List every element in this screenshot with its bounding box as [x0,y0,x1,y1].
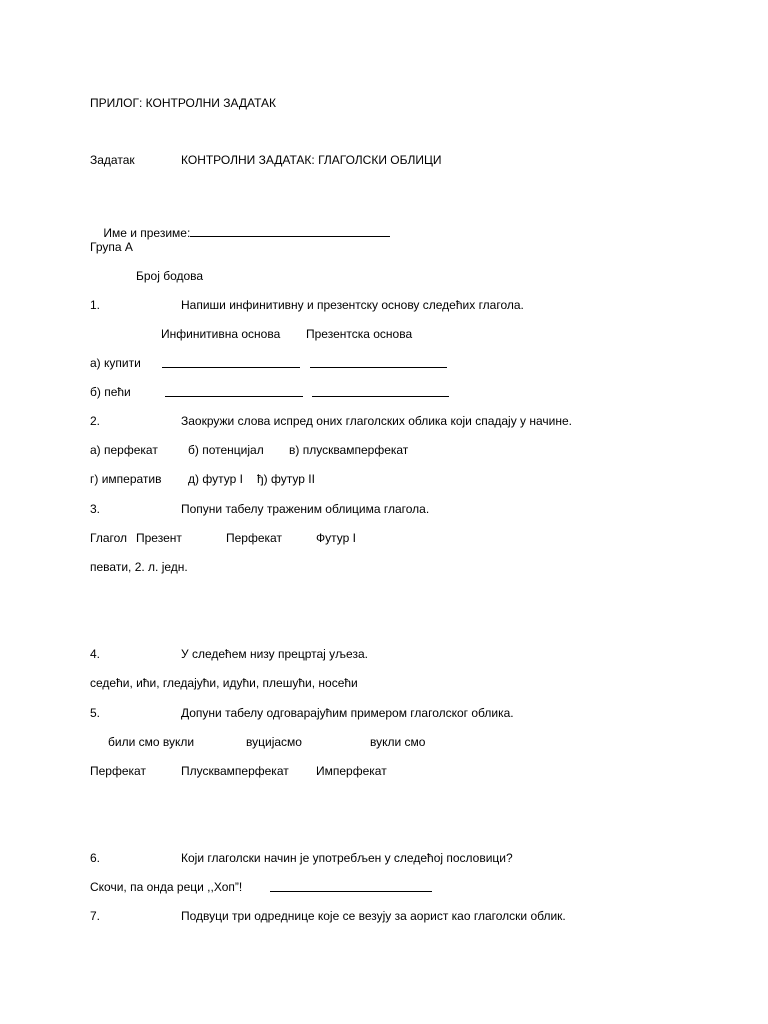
name-blank-line [190,225,390,237]
q5-text: Допуни табелу одговарајућим примером глаголског облика. [181,706,514,720]
points-label: Број бодова [136,269,204,283]
q5-col-imperfect: Имперфекат [316,764,387,778]
q2-number: 2. [90,414,101,428]
q5-form-3: вукли смо [370,735,426,749]
q7-text: Подвуци три одреднице које се везују за аорист као глаголски облик. [181,909,566,923]
q5-form-2: вуцијасмо [246,735,302,749]
q6-number: 6. [90,851,101,865]
q1-col-infinitive: Инфинитивна основа [161,327,281,341]
q6-answer-blank [270,880,432,892]
q3-row-verb: певати, 2. л. једн. [90,560,188,574]
document-heading: ПРИЛОГ: КОНТРОЛНИ ЗАДАТАК [90,96,277,110]
q2-option-dj: ђ) футур II [257,472,315,486]
q3-header-perfect: Перфекат [226,531,282,545]
q1-item-a: а) купити [90,356,141,370]
q3-header-future: Футур I [316,531,356,545]
q1-a-blank-1 [162,356,300,368]
q4-text: У следећем низу прецртај уљеза. [181,647,368,661]
task-label: Задатак [90,153,135,167]
q6-text: Који глаголски начин је употребљен у следећој пословици? [181,851,513,865]
q1-number: 1. [90,298,101,312]
name-field [90,211,390,254]
q6-proverb: Скочи, па онда реци ,,Хоп”! [90,880,243,894]
q3-header-verb: Глагол [90,531,128,545]
q2-option-a: а) перфекат [90,443,158,457]
q2-option-g: г) императив [90,472,162,486]
q1-text: Напиши инфинитивну и презентску основу следећих глагола. [181,298,524,312]
q2-text: Заокружи слова испред оних глаголских облика који спадају у начине. [181,414,573,428]
q1-item-b: б) пећи [90,385,131,399]
task-title: КОНТРОЛНИ ЗАДАТАК: ГЛАГОЛСКИ ОБЛИЦИ [181,153,442,167]
q7-number: 7. [90,909,101,923]
q3-header-present: Презент [136,531,182,545]
q2-option-v: в) плусквамперфекат [289,443,409,457]
q4-word-list: седећи, ићи, гледајући, идући, плешући, носећи [90,676,358,690]
q3-text: Попуни табелу траженим облицима глагола. [181,502,430,516]
q1-b-blank-2 [312,385,449,397]
q1-a-blank-2 [310,356,447,368]
q2-option-b: б) потенцијал [188,443,264,457]
q1-b-blank-1 [165,385,303,397]
q1-col-present: Презентска основа [306,327,413,341]
name-label: Име и презиме: [103,226,191,240]
group-label: Група А [90,240,133,254]
q5-number: 5. [90,706,101,720]
q4-number: 4. [90,647,101,661]
q5-col-perfect: Перфекат [90,764,146,778]
q3-number: 3. [90,502,101,516]
q5-col-pluperfect: Плусквамперфекат [181,764,289,778]
q5-form-1: били смо вукли [108,735,195,749]
q2-option-d: д) футур I [188,472,243,486]
